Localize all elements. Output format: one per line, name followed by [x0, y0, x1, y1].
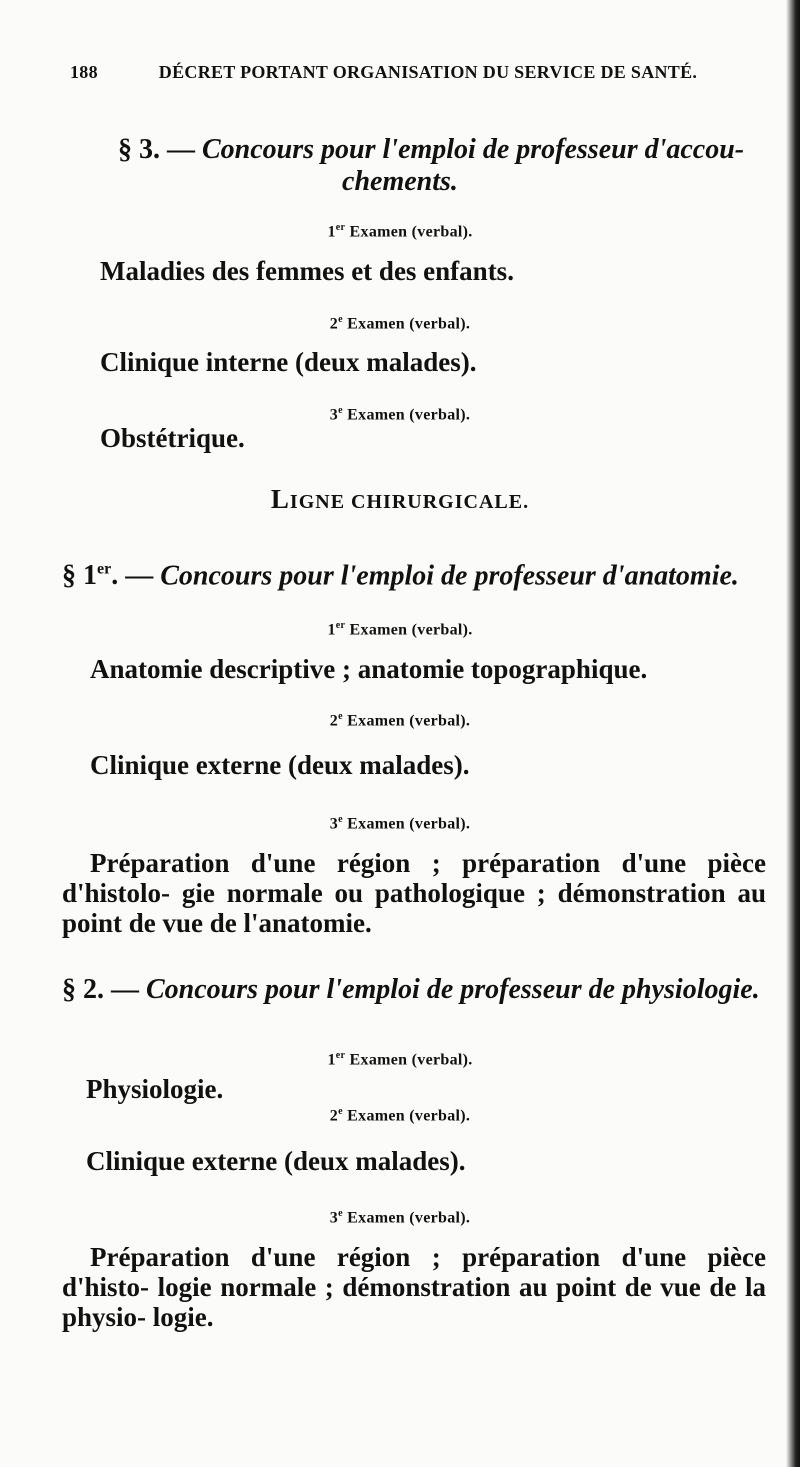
section-3-heading	[118, 134, 758, 166]
section-1-mark: § 1er. —	[62, 560, 154, 592]
section-3-exam-2	[100, 314, 700, 333]
ligne-chirurgicale-heading	[100, 484, 700, 515]
section-3-mark: § 3. —	[118, 134, 195, 165]
exam-ordinal: e	[338, 814, 343, 825]
exam-number: 1	[327, 621, 336, 639]
section-1-title: Concours pour l'emploi de professeur d'anatomie.	[160, 560, 739, 592]
exam-number: 2	[329, 315, 339, 333]
section-3-text-3: Obstétrique.	[100, 423, 245, 453]
exam-label: Examen (verbal).	[347, 406, 471, 424]
page-number: 188	[70, 62, 98, 82]
section-1-text-3: Préparation d'une région ; préparation d'une pièce d'histolo- gie normale ou pathologique ; démonstration au point de vue de l'anatomie.	[62, 848, 766, 938]
section-1-exam-2	[100, 711, 700, 730]
section-2-exam-2	[100, 1106, 700, 1125]
section-3-exam-1	[100, 222, 700, 241]
heading-rest: IGNE CHIRURGICALE.	[289, 491, 530, 513]
exam-number: 3	[329, 1209, 339, 1227]
section-1-text-2: Clinique externe (deux malades).	[90, 750, 470, 780]
exam-label: Examen (verbal).	[347, 1107, 471, 1125]
section-2-exam-3	[100, 1208, 700, 1227]
running-title: DÉCRET PORTANT ORGANISATION DU SERVICE DE SANTÉ.	[158, 62, 698, 82]
exam-ordinal: er	[335, 620, 346, 631]
exam-number: 1	[327, 1051, 336, 1069]
exam-ordinal: er	[335, 1050, 346, 1061]
exam-label: Examen (verbal).	[349, 1051, 473, 1069]
section-3-text-2: Clinique interne (deux malades).	[100, 347, 477, 377]
exam-label: Examen (verbal).	[349, 223, 473, 241]
section-1-heading	[62, 554, 782, 592]
exam-label: Examen (verbal).	[347, 712, 471, 730]
section-2-title: Concours pour l'emploi de professeur de physiologie.	[146, 974, 760, 1005]
exam-label: Examen (verbal).	[347, 815, 471, 833]
exam-ordinal: e	[338, 1106, 343, 1117]
exam-ordinal: e	[338, 711, 343, 722]
section-1-exam-3	[100, 814, 700, 833]
section-2-text-3: Préparation d'une région ; préparation d'une pièce d'histo- logie normale ; démonstration au point de vue de la physio- logie.	[62, 1242, 766, 1332]
section-2-text-2: Clinique externe (deux malades).	[86, 1146, 466, 1176]
section-2-text-1: Physiologie.	[86, 1074, 224, 1104]
exam-label: Examen (verbal).	[347, 1209, 471, 1227]
page-edge-shadow	[786, 0, 800, 1467]
section-2-mark: § 2. —	[62, 974, 139, 1005]
exam-number: 3	[329, 406, 339, 424]
section-2-heading	[62, 974, 782, 1006]
section-3-title-line2: chements.	[342, 166, 458, 197]
exam-label: Examen (verbal).	[349, 621, 473, 639]
exam-ordinal: e	[338, 314, 343, 325]
heading-initial: L	[270, 484, 290, 514]
exam-ordinal: e	[338, 405, 343, 416]
page-header	[70, 62, 756, 83]
exam-ordinal: e	[338, 1208, 343, 1219]
section-1-text-1: Anatomie descriptive ; anatomie topographique.	[90, 654, 648, 684]
section-2-exam-1	[100, 1050, 700, 1069]
exam-number: 2	[329, 712, 339, 730]
exam-number: 3	[329, 815, 339, 833]
exam-number: 2	[329, 1107, 339, 1125]
section-3-title-line1: Concours pour l'emploi de professeur d'accou-	[202, 134, 745, 165]
section-3-exam-3	[100, 405, 700, 424]
exam-label: Examen (verbal).	[347, 315, 471, 333]
exam-ordinal: er	[335, 222, 346, 233]
exam-number: 1	[327, 223, 336, 241]
section-1-exam-1	[100, 620, 700, 639]
section-3-text-1: Maladies des femmes et des enfants.	[100, 256, 514, 286]
